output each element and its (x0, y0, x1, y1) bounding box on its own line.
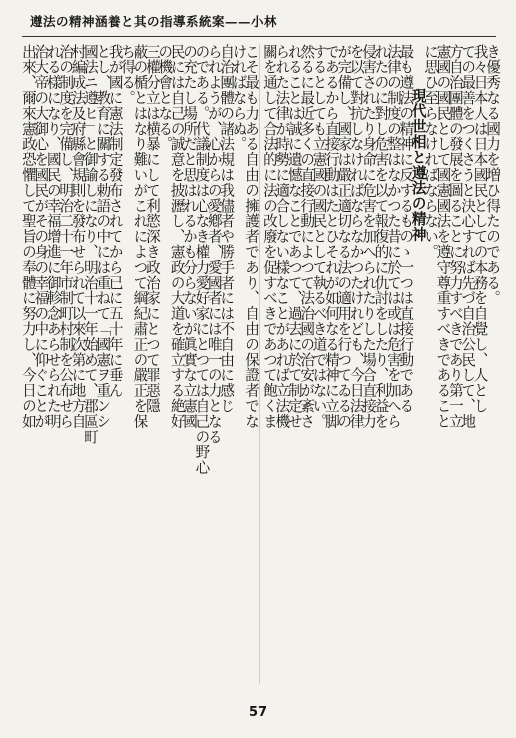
text-line: 出來、爾來憲政恐懼して聖旨の奉體に努力し、今日の如 (19, 44, 37, 429)
text-line: 三權分立は横暴にして利慾深き政治家にとつて罪惡隱 (143, 44, 161, 414)
text-line: 民には自己の誠意を披瀝し、憲政の大道を確立する絶好 (168, 44, 186, 429)
page-number: 57 (248, 705, 268, 720)
text-line: き優秀なる國力を増ひ得たのである。 (484, 44, 501, 306)
text-line: ければならぬ。 (230, 44, 248, 152)
text-line: のである。代議制度は心なき權力愛好家にとつては自己の野心 (193, 44, 211, 476)
text-line: するとしても立憲國の國民として執るべき道ではない。 (310, 44, 328, 429)
right-text-column (260, 44, 501, 684)
text-line: 關を通して合法的に法の改廢を促すべきであつて飽くま (260, 44, 278, 429)
text-line: 然るに最近多くの直接行動によつて法治國の治安が紊さ (298, 44, 316, 429)
text-line: 方自治團體の發展を圖ることに努力すべきであり第一立 (446, 44, 464, 429)
text-line: 我々日本人は日本國民としての本務を自覺し、人とし (471, 44, 489, 414)
text-line: 治の制度を完備し、明治二十一年市制町村制を公布せら (57, 44, 75, 429)
text-line: に思ひ至らなければならない。 (422, 44, 440, 260)
text-line: の充たし場所だと思はれるかも分らないが眞實な立憲國 (181, 44, 199, 429)
text-line: 治大帝の大御心を國民がその身の幸福の中に仰ぐことが (32, 44, 50, 429)
text-line: こそ最も力ある自由の擁護者であり、自由の保證者でな (243, 44, 260, 429)
text-line: ての最善をつくさうと決心すれば先づ自治公民して、地 (459, 44, 477, 429)
running-header: 遵法の精神涵養と其の指導系統案——小林 (30, 14, 278, 29)
text-line: 蔽の楯とはなり難いがこれによつて綱紀肅正の嚴正を保 (131, 44, 149, 429)
text-line: 法律の制度の整はなかつた昔に於ては或は危害を加へら (384, 44, 402, 429)
text-line: れることは誠に遺憾なことであつて、過去に於て制定せ (285, 44, 303, 429)
text-line: の機會となる。 (156, 44, 174, 152)
text-line: ち得る。 (119, 44, 137, 106)
text-line: られた法律が時勢に適合しない樣なことがあれば立法機 (273, 44, 291, 429)
text-line: とし、教育に關する勅語の中には重ねて「國憲ヲ重ンシ (94, 44, 112, 429)
text-line: 侵害されたり身命に危害を加へられたりした場合直接力 (360, 44, 378, 429)
text-line: 我が國に憲法制定發布されてから已に五十年に垂ん (106, 44, 124, 399)
text-line: れる樣になり、國民の幸福增進に御軫念あらせられた明 (44, 44, 62, 429)
text-line: 自治團體の諸法規は我儘者や勝手者には不自由に感じ (218, 44, 236, 414)
text-line: れたのに對し危害を以て報復的に仇討をしたり、利益を (372, 44, 390, 429)
header-rule (22, 36, 496, 37)
text-line: 憲國の國民として國憲國法を遵守尊重すべきであること (434, 44, 452, 429)
text-line: を以て對抗しなければならなかつたけれども、今日法律 (347, 44, 365, 429)
text-line: 村編成法及府縣會規則を發布せられて以來次第に地方自 (69, 44, 87, 429)
left-text-column (19, 44, 260, 684)
text-line: 國法ニ遵ヒ」と御諭しになり、明治十一年始めて、郡區町 (81, 44, 99, 445)
section-heading: 現代世相と遵法の精神 (409, 88, 427, 242)
text-line: られようが、心からの愛鄕者、愛國者には唯一の力となる (205, 44, 223, 445)
text-line: 最も遵法の精神に反するものゝ一つは直接行動である (397, 44, 415, 414)
text-line: であるから直接行動はたとひそれが如何なる精神に立脚 (322, 44, 340, 429)
text-line: が完備し、國家は嚴正適切なる法の適用を行つてゐるの (335, 44, 353, 429)
